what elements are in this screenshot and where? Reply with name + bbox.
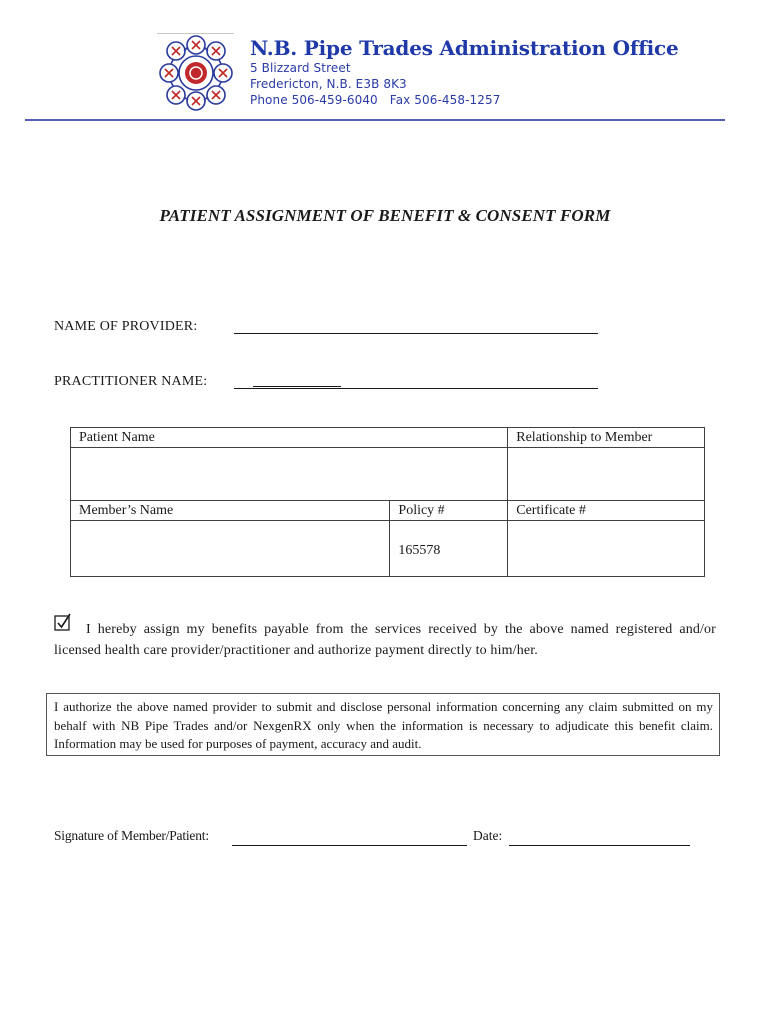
provider-name-field[interactable] — [234, 333, 598, 334]
member-name-field[interactable] — [71, 521, 390, 577]
date-label: Date: — [473, 828, 503, 843]
union-logo-icon — [156, 33, 236, 113]
patient-name-header: Patient Name — [71, 428, 508, 448]
form-title: PATIENT ASSIGNMENT OF BENEFIT & CONSENT FORM — [159, 206, 611, 225]
address-city: Fredericton, N.B. E3B 8K3 — [250, 77, 407, 91]
union-logo — [156, 33, 236, 113]
header-divider — [25, 119, 725, 121]
authorization-statement: I authorize the above named provider to submit and disclose personal information concerning any claim submitted on my behalf with NB Pipe Trades and/or NexgenRX only when the information is necessary to adjudicate this benefit claim. Information may be used for purposes of payment, accuracy and audit. — [46, 693, 720, 756]
phone-number: Phone 506-459-6040 — [250, 93, 378, 107]
patient-info-table — [70, 427, 705, 577]
address-street: 5 Blizzard Street — [250, 61, 351, 75]
fax-number: Fax 506-458-1257 — [389, 93, 501, 107]
practitioner-name-underline — [253, 386, 341, 387]
signature-label: Signature of Member/Patient: — [54, 828, 209, 843]
practitioner-name-label: PRACTITIONER NAME: — [54, 374, 208, 389]
provider-name-label: NAME OF PROVIDER: — [54, 319, 198, 334]
practitioner-name-field[interactable] — [234, 388, 598, 389]
patient-name-field[interactable] — [71, 448, 508, 501]
relationship-header: Relationship to Member — [508, 428, 705, 448]
signature-field[interactable] — [232, 845, 467, 846]
certificate-field[interactable] — [508, 521, 705, 577]
contact-numbers — [250, 93, 500, 107]
member-name-header: Member’s Name — [71, 501, 390, 521]
date-field[interactable] — [509, 845, 690, 846]
policy-number-field[interactable]: 165578 — [390, 521, 508, 577]
certificate-header: Certificate # — [508, 501, 705, 521]
policy-header: Policy # — [390, 501, 508, 521]
assignment-statement: I hereby assign my benefits payable from the services received by the above named registered and/or licensed health care provider/practitioner and authorize payment directly to him/her. — [54, 622, 716, 658]
relationship-field[interactable] — [508, 448, 705, 501]
org-name: N.B. Pipe Trades Administration Office — [250, 36, 679, 60]
